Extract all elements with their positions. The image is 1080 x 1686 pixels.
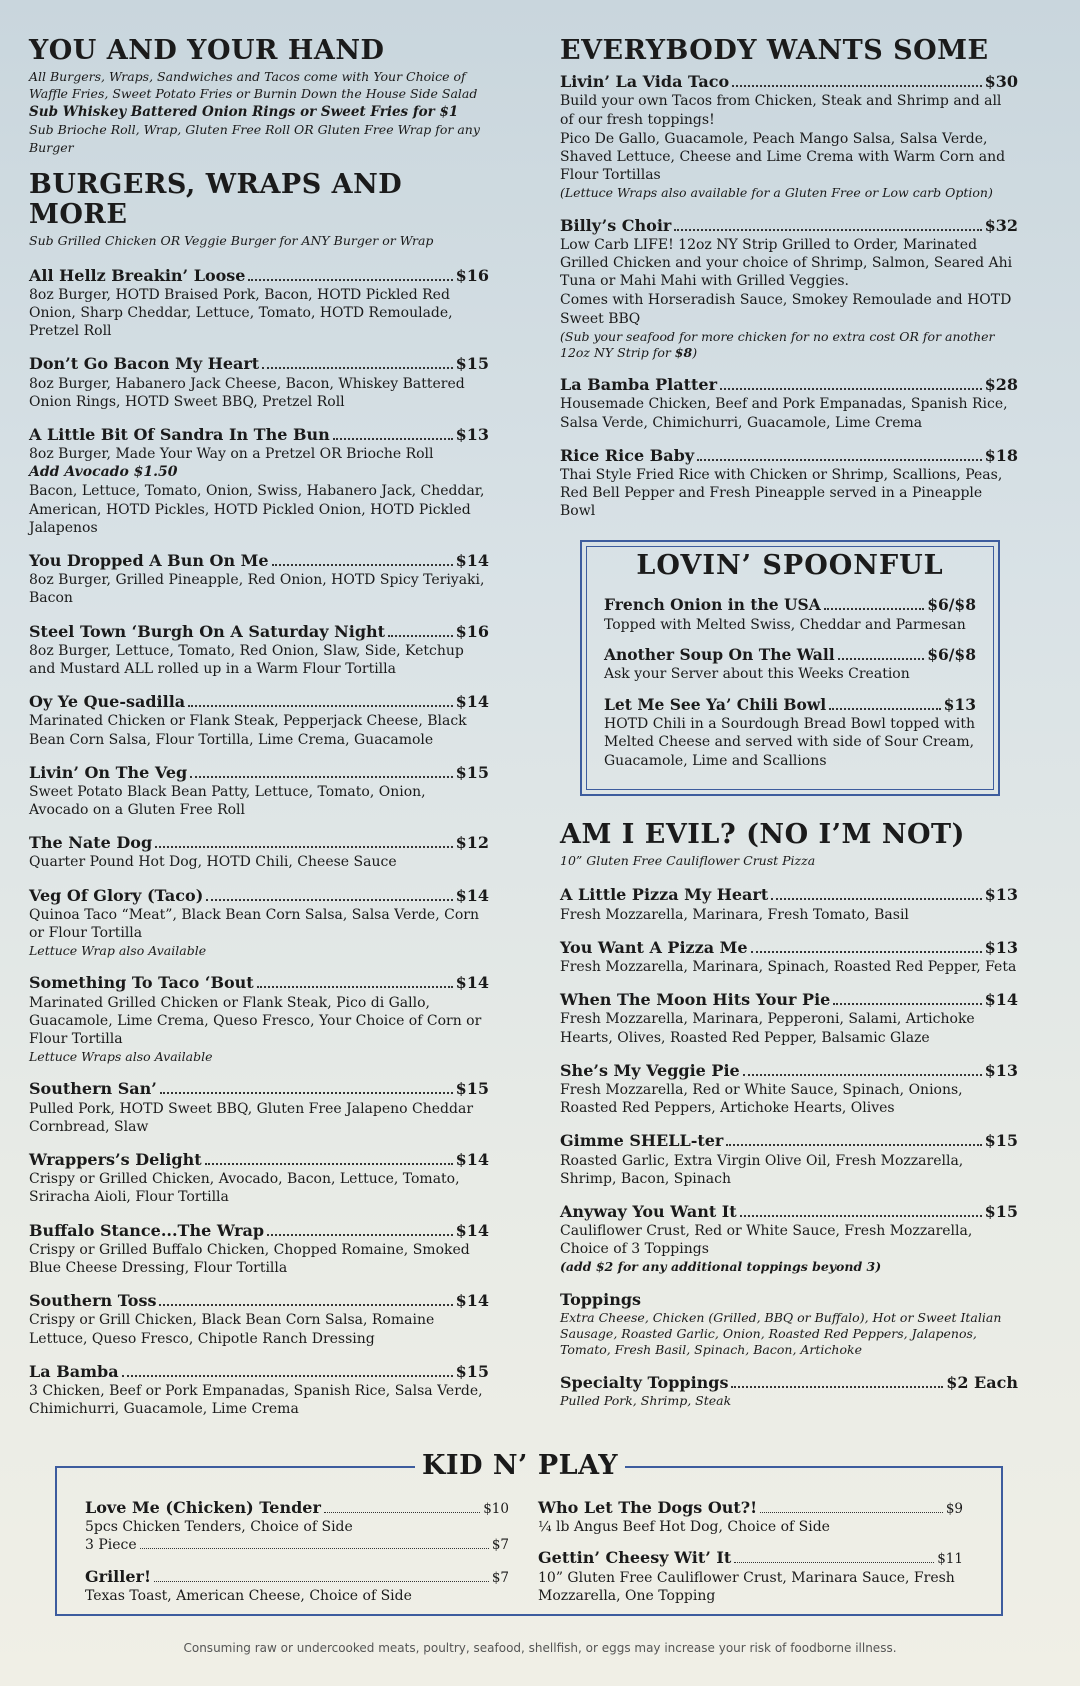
item-price: $14 — [455, 692, 489, 712]
item-description: Fresh Mozzarella, Red or White Sauce, Spinach, Onions, Roasted Red Peppers, Artichoke Hearts, Olives — [560, 1081, 963, 1117]
menu-item — [560, 375, 1018, 432]
burgers-list — [29, 266, 489, 1419]
item-description-extra: Comes with Horseradish Sauce, Smokey Remoulade and HOTD Sweet BBQ — [560, 292, 1012, 327]
kids-right-column — [538, 1498, 963, 1605]
item-name: Who Let The Dogs Out?! — [538, 1498, 758, 1517]
item-name: Livin’ La Vida Taco — [560, 72, 730, 92]
item-price: $14 — [455, 1220, 489, 1240]
menu-item — [538, 1548, 963, 1605]
sub-whiskey-note: Sub Whiskey Battered Onion Rings or Sweet Fries for $1 — [29, 103, 459, 120]
item-name: Griller! — [85, 1566, 151, 1586]
item-price: $13 — [455, 424, 489, 444]
menu-item — [29, 354, 489, 411]
leader-dots — [829, 708, 941, 710]
item-description: ¼ lb Angus Beef Hot Dog, Choice of Side — [538, 1519, 830, 1536]
leader-dots — [267, 1234, 453, 1236]
item-note: Lettuce Wrap also Available — [29, 943, 207, 959]
item-price: $14 — [455, 551, 489, 571]
item-note: Lettuce Wraps also Available — [29, 1049, 213, 1065]
menu-item — [29, 692, 489, 749]
item-price: $28 — [984, 375, 1018, 395]
item-price: $13 — [984, 937, 1018, 957]
leader-dots — [726, 1144, 981, 1146]
item-price: $15 — [455, 1361, 489, 1381]
menu-item — [560, 990, 1018, 1047]
leader-dots — [697, 459, 981, 461]
item-name: Gimme SHELL-ter — [560, 1131, 724, 1151]
menu-item — [29, 833, 489, 871]
item-name: Gettin’ Cheesy Wit’ It — [538, 1548, 732, 1568]
item-price: $13 — [984, 1060, 1018, 1080]
item-name: Wrappers’s Delight — [29, 1150, 202, 1170]
toppings-title: Toppings — [560, 1289, 642, 1309]
section-title-you-and-your-hand: YOU AND YOUR HAND — [29, 35, 385, 66]
leader-dots — [248, 279, 452, 281]
item-name: Southern San’ — [29, 1079, 157, 1099]
leader-dots — [734, 1562, 934, 1563]
item-name: Steel Town ‘Burgh On A Saturday Night — [29, 621, 386, 641]
item-description: Crispy or Grill Chicken, Black Bean Corn Salsa, Romaine Lettuce, Queso Fresco, Chipotle Ranch Dressing — [29, 1312, 435, 1347]
section-title-everybody-wants-some: EVERYBODY WANTS SOME — [560, 35, 989, 66]
item-price: $12 — [455, 833, 489, 853]
item-price: $30 — [984, 72, 1018, 92]
section-title-burgers-wraps: BURGERS, WRAPS AND MORE — [29, 168, 403, 231]
item-note: (add $2 for any additional toppings beyond 3) — [560, 1259, 882, 1275]
left-column — [29, 36, 489, 1418]
item-description: Crispy or Grilled Chicken, Avocado, Bacon, Lettuce, Tomato, Sriracha Aioli, Flour Tortilla — [29, 1171, 460, 1206]
item-description: 10” Gluten Free Cauliflower Crust, Marinara Sauce, Fresh Mozzarella, One Topping — [538, 1569, 955, 1604]
toppings-block — [560, 1290, 1018, 1359]
item-name: You Want A Pizza Me — [560, 937, 748, 957]
item-name: You Dropped A Bun On Me — [29, 551, 269, 571]
item-description: 8oz Burger, Habanero Jack Cheese, Bacon, Whiskey Battered Onion Rings, HOTD Sweet BBQ, Pretzel Roll — [29, 375, 465, 410]
item-description: Ask your Server about this Weeks Creation — [604, 666, 910, 683]
item-description: Fresh Mozzarella, Marinara, Pepperoni, Salami, Artichoke Hearts, Olives, Roasted Red Pepper, Balsamic Glaze — [560, 1011, 975, 1046]
item-price: $2 Each — [946, 1372, 1018, 1392]
item-price: $7 — [491, 1569, 509, 1586]
item-name: Buffalo Stance...The Wrap — [29, 1220, 265, 1240]
item-price: $15 — [984, 1201, 1018, 1221]
item-name: Southern Toss — [29, 1291, 157, 1311]
item-name: Let Me See Ya’ Chili Bowl — [604, 694, 827, 714]
sub-roll-note: Sub Brioche Roll, Wrap, Gluten Free Roll OR Gluten Free Wrap for any Burger — [29, 122, 480, 155]
menu-item — [29, 763, 489, 820]
menu-item — [85, 1567, 509, 1605]
item-price: $14 — [984, 990, 1018, 1010]
menu-item — [29, 266, 489, 341]
item-description: Texas Toast, American Cheese, Choice of Side — [85, 1588, 412, 1605]
item-option — [85, 1536, 509, 1555]
leader-dots — [272, 564, 453, 566]
menu-item — [560, 938, 1018, 976]
item-price: $15 — [455, 354, 489, 374]
item-name: Anyway You Want It — [560, 1201, 737, 1221]
option-price: $7 — [491, 1537, 509, 1554]
menu-item — [560, 446, 1018, 521]
item-price: $15 — [455, 1079, 489, 1099]
item-name: Love Me (Chicken) Tender — [85, 1498, 321, 1517]
menu-item — [560, 1373, 1018, 1409]
leader-dots — [824, 608, 924, 610]
item-price: $16 — [455, 621, 489, 641]
item-description: Housemade Chicken, Beef and Pork Empanadas, Spanish Rice, Salsa Verde, Chimichurri, Guacamole, Lime Crema — [560, 396, 1008, 431]
section-title-am-i-evil: AM I EVIL? (NO I’M NOT) — [560, 819, 965, 850]
item-description: Pulled Pork, HOTD Sweet BBQ, Gluten Free Jalapeno Cheddar Cornbread, Slaw — [29, 1100, 474, 1135]
item-note-text: (Sub your seafood for more chicken for no extra cost OR for another 12oz NY Strip for — [560, 328, 995, 360]
item-description: 8oz Burger, Lettuce, Tomato, Red Onion, Slaw, Side, Ketchup and Mustard ALL rolled up in a Warm Flour Tortilla — [29, 642, 464, 677]
right-column — [560, 36, 1018, 521]
leader-dots — [771, 898, 981, 900]
menu-item — [29, 886, 489, 960]
menu-item — [560, 216, 1018, 362]
item-name: She’s My Veggie Pie — [560, 1060, 740, 1080]
item-price: $13 — [943, 694, 976, 714]
item-name: A Little Pizza My Heart — [560, 885, 769, 905]
leader-dots — [159, 1304, 452, 1306]
leader-dots — [188, 705, 452, 707]
item-note: Pulled Pork, Shrimp, Steak — [560, 1392, 732, 1408]
sides-note: All Burgers, Wraps, Sandwiches and Tacos come with Your Choice of Waffle Fries, Sweet Potato Fries or Burnin Down the House Side Salad — [29, 69, 478, 102]
item-description: Low Carb LIFE! 12oz NY Strip Grilled to Order, Marinated Grilled Chicken and your choice of Shrimp, Salmon, Seared Ahi Tuna or Mahi Mahi with Grilled Veggies. — [560, 236, 1013, 290]
item-price: $11 — [937, 1551, 963, 1568]
menu-item — [538, 1498, 963, 1536]
leader-dots — [140, 1548, 489, 1549]
menu-item — [85, 1498, 509, 1555]
leader-dots — [206, 899, 452, 901]
item-name: Veg Of Glory (Taco) — [29, 885, 204, 905]
item-description: Thai Style Fried Rice with Chicken or Shrimp, Scallions, Peas, Red Bell Pepper and Fresh Pineapple served in a Pineapple Bowl — [560, 466, 1003, 520]
menu-item — [29, 425, 489, 537]
item-note: (Lettuce Wraps also available for a Gluten Free or Low carb Option) — [560, 185, 993, 201]
item-price: $14 — [455, 1291, 489, 1311]
menu-item — [29, 1362, 489, 1419]
leader-dots — [731, 1386, 943, 1388]
item-price: $6/$8 — [927, 595, 976, 614]
menu-item — [29, 622, 489, 679]
soup-box — [580, 540, 1000, 796]
item-description-extra: Bacon, Lettuce, Tomato, Onion, Swiss, Habanero Jack, Cheddar, American, HOTD Pickles, HOTD Pickled Onion, HOTD Pickled Jalapenos — [29, 483, 485, 536]
item-description: Marinated Chicken or Flank Steak, Pepperjack Cheese, Black Bean Corn Salsa, Flour Tortilla, Lime Crema, Guacamole — [29, 713, 467, 748]
leader-dots — [324, 1512, 480, 1513]
item-name: La Bamba Platter — [560, 375, 717, 395]
footer-disclaimer: Consuming raw or undercooked meats, poultry, seafood, shellfish, or eggs may increase your risk of foodborne illness. — [183, 1641, 897, 1655]
item-price: $18 — [984, 445, 1018, 465]
leader-dots — [155, 846, 452, 848]
item-name: French Onion in the USA — [604, 595, 821, 614]
option-label: 3 Piece — [85, 1537, 137, 1554]
menu-item — [604, 646, 976, 684]
item-description: 3 Chicken, Beef or Pork Empanadas, Spanish Rice, Salsa Verde, Chimichurri, Guacamole, Lime Crema — [29, 1382, 483, 1418]
item-name: Another Soup On The Wall — [604, 644, 835, 664]
item-description: Crispy or Grilled Buffalo Chicken, Chopped Romaine, Smoked Blue Cheese Dressing, Flour Tortilla — [29, 1241, 470, 1276]
item-price: $13 — [984, 885, 1018, 905]
item-description: Topped with Melted Swiss, Cheddar and Parmesan — [604, 616, 966, 633]
item-description: 8oz Burger, HOTD Braised Pork, Bacon, HOTD Pickled Red Onion, Sharp Cheddar, Lettuce, Tomato, HOTD Remoulade, Pretzel Roll — [29, 286, 453, 340]
section-subtitle-pizza: 10” Gluten Free Cauliflower Crust Pizza — [560, 853, 816, 869]
item-name: Billy’s Choir — [560, 215, 672, 235]
menu-item — [29, 1079, 489, 1136]
menu-item — [29, 1291, 489, 1348]
item-description: Cauliflower Crust, Red or White Sauce, Fresh Mozzarella, Choice of 3 Toppings — [560, 1223, 973, 1258]
leader-dots — [751, 951, 982, 953]
leader-dots — [720, 388, 982, 390]
item-description: Fresh Mozzarella, Marinara, Spinach, Roasted Red Pepper, Feta — [560, 959, 1017, 976]
leader-dots — [333, 438, 453, 440]
leader-dots — [205, 1163, 453, 1165]
item-price: $9 — [945, 1501, 963, 1517]
item-name: When The Moon Hits Your Pie — [560, 990, 831, 1010]
pizza-section — [560, 820, 1018, 1409]
leader-dots — [160, 1092, 453, 1094]
item-description: 5pcs Chicken Tenders, Choice of Side — [85, 1519, 353, 1536]
leader-dots — [388, 635, 453, 637]
toppings-list: Extra Cheese, Chicken (Grilled, BBQ or Buffalo), Hot or Sweet Italian Sausage, Roasted Garlic, Onion, Roasted Red Peppers, Jalapenos, Tomato, Fresh Basil, Spinach, Bacon, Artichoke — [560, 1309, 1002, 1358]
item-name: Specialty Toppings — [560, 1372, 729, 1392]
item-description: Quinoa Taco “Meat”, Black Bean Corn Salsa, Salsa Verde, Corn or Flour Tortilla — [29, 906, 479, 942]
leader-dots — [190, 776, 452, 778]
leader-dots — [760, 1512, 943, 1513]
item-name: Rice Rice Baby — [560, 445, 695, 465]
item-price: $32 — [984, 215, 1018, 235]
leader-dots — [262, 367, 452, 369]
item-name: Oy Ye Que-sadilla — [29, 692, 186, 712]
item-name: Don’t Go Bacon My Heart — [29, 354, 260, 374]
item-note-price: $8 — [674, 344, 693, 360]
leader-dots — [833, 1003, 981, 1005]
item-price: $14 — [455, 885, 489, 905]
menu-item — [29, 551, 489, 608]
leader-dots — [743, 1074, 982, 1076]
menu-item — [560, 72, 1018, 201]
item-name: Something To Taco ‘Bout — [29, 973, 254, 993]
item-price: $10 — [483, 1501, 509, 1517]
menu-item — [560, 1202, 1018, 1276]
soup-list — [604, 596, 976, 770]
item-description: Sweet Potato Black Bean Patty, Lettuce, Tomato, Onion, Avocado on a Gluten Free Roll — [29, 783, 426, 819]
leader-dots — [154, 1581, 489, 1582]
item-price: $16 — [455, 265, 489, 285]
section-subtitle-burgers: Sub Grilled Chicken OR Veggie Burger for ANY Burger or Wrap — [29, 233, 434, 249]
menu-item — [29, 1150, 489, 1207]
item-price: $6/$8 — [927, 644, 976, 664]
item-addon: Add Avocado $1.50 — [29, 464, 178, 481]
item-description: Marinated Grilled Chicken or Flank Steak, Pico di Gallo, Guacamole, Lime Crema, Queso Fresco, Your Choice of Corn or Flour Tortilla — [29, 994, 482, 1048]
section-title-kid-n-play: KID N’ PLAY — [421, 1450, 619, 1481]
item-description: Roasted Garlic, Extra Virgin Olive Oil, Fresh Mozzarella, Shrimp, Bacon, Spinach — [560, 1152, 964, 1187]
menu-item — [560, 1061, 1018, 1118]
leader-dots — [674, 229, 981, 231]
item-description: 8oz Burger, Made Your Way on a Pretzel OR Brioche Roll — [29, 446, 434, 463]
leader-dots — [122, 1375, 453, 1377]
item-name: Livin’ On The Veg — [29, 762, 188, 782]
item-name: All Hellz Breakin’ Loose — [29, 265, 246, 285]
item-name: La Bamba — [29, 1361, 119, 1381]
item-price: $14 — [455, 1150, 489, 1170]
item-name: The Nate Dog — [29, 833, 153, 853]
menu-item — [560, 1131, 1018, 1188]
leader-dots — [732, 85, 981, 87]
item-price: $15 — [984, 1131, 1018, 1151]
leader-dots — [740, 1215, 982, 1217]
menu-item — [29, 973, 489, 1065]
menu-item — [604, 696, 976, 770]
menu-item — [560, 885, 1018, 923]
item-note-end: ) — [692, 344, 698, 360]
leader-dots — [838, 658, 925, 660]
kids-box-top-line-left — [55, 1466, 415, 1468]
menu-item — [29, 1221, 489, 1278]
item-description-extra: Pico De Gallo, Guacamole, Peach Mango Salsa, Salsa Verde, Shaved Lettuce, Cheese and Lime Crema with Warm Corn and Flour Tortillas — [560, 130, 1006, 184]
item-description: 8oz Burger, Grilled Pineapple, Red Onion, HOTD Spicy Teriyaki, Bacon — [29, 572, 485, 607]
item-name: A Little Bit Of Sandra In The Bun — [29, 424, 330, 444]
item-price: $15 — [455, 762, 489, 782]
kids-box-top-line-right — [625, 1466, 1003, 1468]
kids-left-column — [85, 1498, 509, 1605]
section-title-lovin-spoonful: LOVIN’ SPOONFUL — [636, 550, 944, 581]
item-note — [560, 329, 1018, 362]
menu-item — [604, 596, 976, 634]
leader-dots — [257, 986, 453, 988]
item-description: Quarter Pound Hot Dog, HOTD Chili, Cheese Sauce — [29, 854, 397, 871]
item-description: Build your own Tacos from Chicken, Steak and Shrimp and all of our fresh toppings! — [560, 93, 1002, 128]
section-subtitle — [29, 68, 489, 156]
item-price: $14 — [455, 973, 489, 993]
item-description: Fresh Mozzarella, Marinara, Fresh Tomato, Basil — [560, 906, 909, 923]
item-description: HOTD Chili in a Sourdough Bread Bowl topped with Melted Cheese and served with side of Sour Cream, Guacamole, Lime and Scallions — [604, 716, 976, 769]
